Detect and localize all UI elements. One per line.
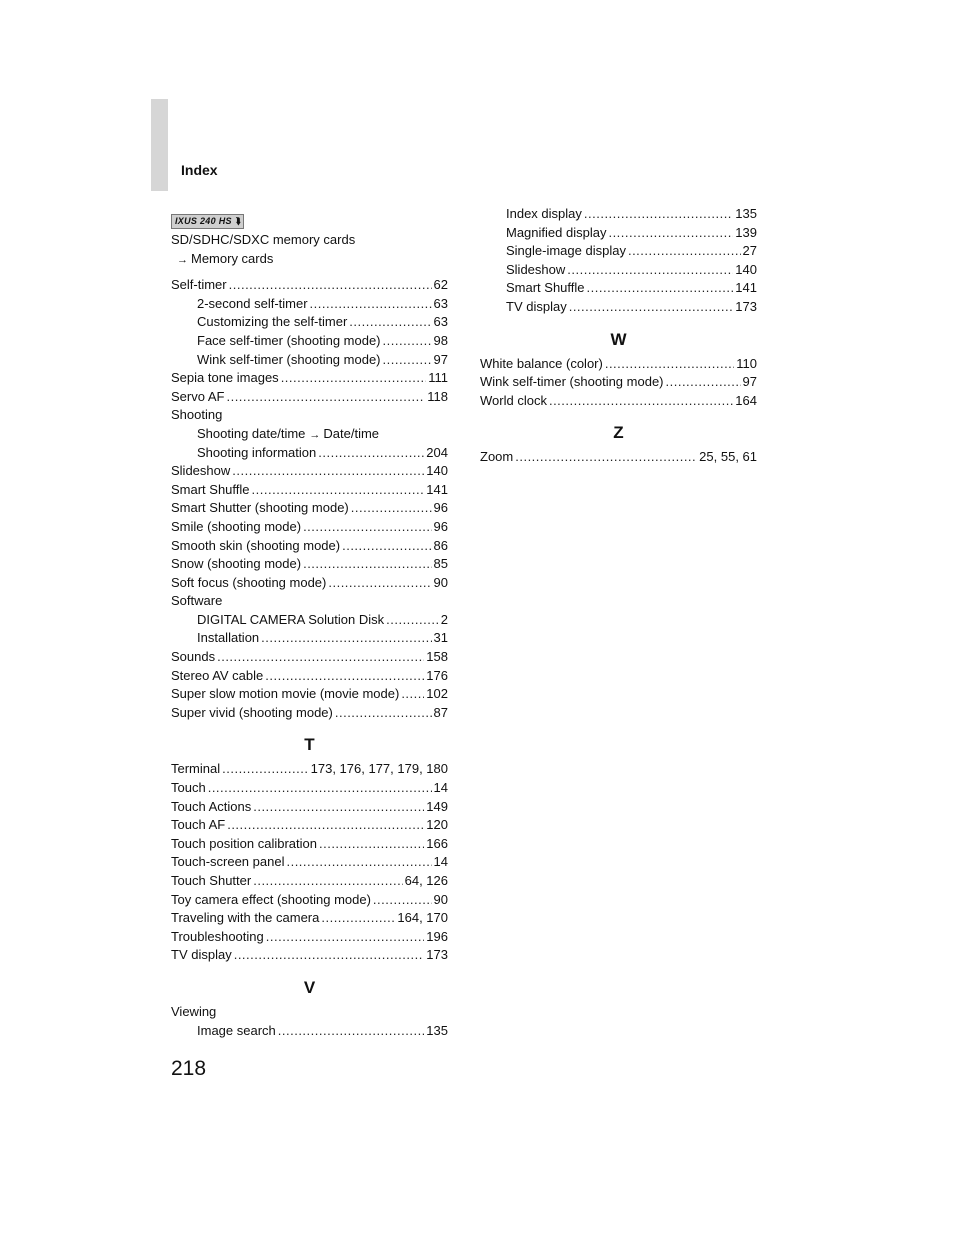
index-entry-pages: 164, 170 bbox=[397, 910, 448, 926]
index-entry-pages: 62 bbox=[433, 277, 448, 293]
index-entry-term: Soft focus (shooting mode) bbox=[171, 574, 327, 590]
dot-leader bbox=[567, 261, 733, 280]
index-entry-term: Customizing the self-timer bbox=[197, 314, 348, 330]
index-entry-pages: 85 bbox=[433, 556, 448, 572]
dot-leader bbox=[549, 392, 733, 411]
index-entry bbox=[171, 295, 448, 314]
index-entry-term: Slideshow bbox=[171, 463, 231, 479]
index-entry-term: White balance (color) bbox=[480, 355, 603, 371]
dot-leader bbox=[252, 481, 425, 500]
see-reference-target: Date/time bbox=[323, 425, 380, 441]
dot-leader bbox=[227, 816, 424, 835]
dot-leader bbox=[253, 872, 402, 891]
dot-leader bbox=[515, 448, 697, 467]
index-entry-term: Face self-timer (shooting mode) bbox=[197, 332, 381, 348]
index-entry-pages: 173, 176, 177, 179, 180 bbox=[310, 761, 448, 777]
index-entry-pages: 120 bbox=[426, 817, 448, 833]
index-entry-pages: 140 bbox=[426, 463, 448, 479]
index-entry-term: Touch Actions bbox=[171, 798, 252, 814]
see-reference bbox=[171, 250, 448, 269]
index-entry-pages: 25, 55, 61 bbox=[699, 449, 757, 465]
index-entry-term: Super vivid (shooting mode) bbox=[171, 704, 333, 720]
index-entry-pages: 135 bbox=[426, 1022, 448, 1038]
dot-leader bbox=[281, 369, 427, 388]
spacer bbox=[171, 268, 448, 276]
dot-leader bbox=[303, 518, 431, 537]
dot-leader bbox=[342, 537, 431, 556]
index-entry bbox=[171, 760, 448, 779]
index-entry-term: Single-image display bbox=[506, 243, 626, 259]
dot-leader bbox=[401, 685, 424, 704]
see-reference-target: Memory cards bbox=[191, 250, 274, 266]
index-entry-term: Terminal bbox=[171, 761, 221, 777]
index-entry-pages: 111 bbox=[428, 370, 448, 386]
index-entry bbox=[171, 388, 448, 407]
index-letter-heading: Z bbox=[613, 423, 624, 443]
index-entry-pages: 196 bbox=[426, 928, 448, 944]
index-entry bbox=[171, 667, 448, 686]
index-entry-term: Wink self-timer (shooting mode) bbox=[197, 351, 381, 367]
index-entry-pages: 27 bbox=[742, 243, 757, 259]
index-entry-term: Sepia tone images bbox=[171, 370, 279, 386]
see-reference-term: Shooting date/time bbox=[197, 425, 306, 441]
dot-leader bbox=[318, 444, 424, 463]
index-entry bbox=[171, 351, 448, 370]
index-entry-pages: 139 bbox=[735, 224, 757, 240]
index-entry bbox=[171, 481, 448, 500]
index-entry bbox=[171, 685, 448, 704]
index-entry bbox=[171, 332, 448, 351]
index-entry bbox=[171, 909, 448, 928]
index-entry-term: 2-second self-timer bbox=[197, 295, 308, 311]
index-entry-term: Slideshow bbox=[506, 261, 566, 277]
dot-leader bbox=[335, 704, 432, 723]
dot-leader bbox=[234, 946, 425, 965]
index-entry bbox=[171, 872, 448, 891]
model-badge-label: IXUS 240 HS bbox=[175, 216, 232, 226]
index-entry bbox=[171, 313, 448, 332]
index-entry-pages: 173 bbox=[735, 298, 757, 314]
index-entry-term: Magnified display bbox=[506, 224, 607, 240]
index-letter-heading: V bbox=[303, 977, 316, 997]
index-entry-term: TV display bbox=[171, 947, 232, 963]
index-entry bbox=[171, 276, 448, 295]
dot-leader bbox=[278, 1022, 425, 1041]
index-entry-term: Self-timer bbox=[171, 277, 227, 293]
index-entry-term: Wink self-timer (shooting mode) bbox=[480, 374, 664, 390]
dot-leader bbox=[608, 224, 733, 243]
index-heading-term: Viewing bbox=[171, 1003, 217, 1019]
index-entry-pages: 96 bbox=[433, 518, 448, 534]
index-entry-term: Snow (shooting mode) bbox=[171, 556, 302, 572]
index-entry bbox=[171, 629, 448, 648]
index-entry-pages: 164 bbox=[735, 392, 757, 408]
index-entry bbox=[171, 779, 448, 798]
index-entry-term: Image search bbox=[197, 1022, 276, 1038]
dot-leader bbox=[349, 313, 431, 332]
index-entry-term: Smart Shutter (shooting mode) bbox=[171, 500, 349, 516]
index-entry bbox=[171, 444, 448, 463]
index-entry-term: Stereo AV cable bbox=[171, 667, 264, 683]
index-column-left bbox=[171, 212, 448, 1040]
index-entry-term: Touch position calibration bbox=[171, 835, 317, 851]
index-heading-term: Shooting bbox=[171, 407, 223, 423]
index-entry bbox=[480, 298, 757, 317]
dot-leader bbox=[605, 355, 734, 374]
index-entry-term: Super slow motion movie (movie mode) bbox=[171, 686, 400, 702]
dot-leader bbox=[628, 242, 741, 261]
model-badge-hook-icon: ⮯ bbox=[234, 216, 241, 226]
index-entry-pages: 14 bbox=[433, 780, 448, 796]
index-entry bbox=[171, 946, 448, 965]
index-entry bbox=[480, 261, 757, 280]
index-entry bbox=[171, 928, 448, 947]
index-heading-term: SD/SDHC/SDXC memory cards bbox=[171, 232, 356, 247]
index-heading-term: Software bbox=[171, 593, 223, 609]
index-entry bbox=[171, 1022, 448, 1041]
index-entry bbox=[480, 355, 757, 374]
index-entry-term: Toy camera effect (shooting mode) bbox=[171, 891, 371, 907]
index-entry-pages: 97 bbox=[433, 351, 448, 367]
dot-leader bbox=[265, 667, 424, 686]
index-entry-pages: 31 bbox=[433, 630, 448, 646]
index-entry-pages: 173 bbox=[426, 947, 448, 963]
index-entry-term: Smart Shuffle bbox=[506, 280, 585, 296]
dot-leader bbox=[261, 629, 431, 648]
model-badge bbox=[171, 212, 448, 231]
dot-leader bbox=[383, 351, 432, 370]
index-entry-term: World clock bbox=[480, 392, 547, 408]
index-entry-term: Traveling with the camera bbox=[171, 910, 320, 926]
dot-leader bbox=[383, 332, 432, 351]
index-entry-term: Touch AF bbox=[171, 817, 226, 833]
index-entry-pages: 176 bbox=[426, 667, 448, 683]
dot-leader bbox=[321, 909, 395, 928]
index-entry-term: Smile (shooting mode) bbox=[171, 518, 302, 534]
index-entry-pages: 63 bbox=[433, 295, 448, 311]
dot-leader bbox=[386, 611, 439, 630]
dot-leader bbox=[229, 276, 432, 295]
index-entry-term: Troubleshooting bbox=[171, 928, 264, 944]
index-entry-pages: 64, 126 bbox=[404, 873, 448, 888]
section-tab-marker bbox=[151, 99, 168, 191]
index-entry-pages: 2 bbox=[440, 611, 448, 627]
index-entry-term: Shooting information bbox=[197, 444, 317, 460]
index-entry-term: TV display bbox=[506, 298, 567, 314]
index-entry-pages: 14 bbox=[433, 854, 448, 870]
dot-leader bbox=[303, 555, 431, 574]
dot-leader bbox=[266, 928, 425, 947]
index-entry-term: Smooth skin (shooting mode) bbox=[171, 537, 341, 553]
page-number: 218 bbox=[171, 1057, 207, 1080]
index-entry-term: Sounds bbox=[171, 649, 216, 665]
index-column-right bbox=[480, 205, 757, 467]
index-entry bbox=[171, 369, 448, 388]
dot-leader bbox=[569, 298, 734, 317]
index-entry-pages: 90 bbox=[433, 574, 448, 590]
index-entry bbox=[171, 611, 448, 630]
dot-leader bbox=[666, 373, 741, 392]
index-entry bbox=[171, 816, 448, 835]
index-letter-heading: W bbox=[610, 329, 627, 349]
dot-leader bbox=[584, 205, 733, 224]
dot-leader bbox=[286, 853, 431, 872]
dot-leader bbox=[226, 388, 425, 407]
index-entry-pages: 102 bbox=[426, 686, 448, 702]
index-entry bbox=[480, 279, 757, 298]
dot-leader bbox=[232, 462, 424, 481]
index-entry bbox=[480, 242, 757, 261]
index-entry-term: DIGITAL CAMERA Solution Disk bbox=[197, 611, 385, 627]
see-reference bbox=[171, 425, 448, 444]
index-entry-pages: 140 bbox=[735, 261, 757, 277]
index-entry-term: Installation bbox=[197, 630, 260, 646]
dot-leader bbox=[217, 648, 424, 667]
index-entry bbox=[480, 205, 757, 224]
index-entry-term: Smart Shuffle bbox=[171, 481, 250, 497]
index-entry bbox=[171, 518, 448, 537]
index-entry-pages: 98 bbox=[433, 332, 448, 348]
index-entry bbox=[171, 499, 448, 518]
dot-leader bbox=[208, 779, 432, 798]
index-entry-pages: 166 bbox=[426, 835, 448, 851]
dot-leader bbox=[253, 798, 424, 817]
dot-leader bbox=[351, 499, 432, 518]
index-entry bbox=[480, 392, 757, 411]
index-entry-term: Touch bbox=[171, 780, 206, 796]
index-entry bbox=[171, 462, 448, 481]
index-entry-pages: 87 bbox=[433, 704, 448, 720]
index-entry-term: Servo AF bbox=[171, 388, 225, 404]
index-entry-pages: 204 bbox=[426, 444, 448, 460]
index-entry-pages: 86 bbox=[433, 537, 448, 553]
dot-leader bbox=[222, 760, 309, 779]
index-entry bbox=[480, 448, 757, 467]
page-title: Index bbox=[181, 162, 218, 178]
index-entry-term: Touch-screen panel bbox=[171, 854, 285, 870]
index-entry-term: Touch Shutter bbox=[171, 873, 252, 888]
index-entry bbox=[171, 835, 448, 854]
index-entry bbox=[171, 704, 448, 723]
index-entry-pages: 97 bbox=[742, 374, 757, 390]
dot-leader bbox=[587, 279, 734, 298]
index-entry-term: Index display bbox=[506, 206, 582, 221]
index-entry bbox=[171, 537, 448, 556]
index-entry-pages: 63 bbox=[433, 314, 448, 330]
index-entry-pages: 135 bbox=[735, 206, 757, 221]
arrow-right-icon: → bbox=[309, 428, 321, 441]
index-entry bbox=[171, 574, 448, 593]
index-entry-pages: 141 bbox=[735, 280, 757, 296]
index-entry bbox=[171, 798, 448, 817]
index-entry-pages: 96 bbox=[433, 500, 448, 516]
dot-leader bbox=[328, 574, 431, 593]
index-entry bbox=[480, 373, 757, 392]
index-entry bbox=[171, 555, 448, 574]
index-entry-pages: 110 bbox=[736, 355, 757, 371]
index-entry-pages: 141 bbox=[426, 481, 448, 497]
index-letter-heading: T bbox=[304, 735, 315, 755]
dot-leader bbox=[373, 891, 432, 910]
dot-leader bbox=[319, 835, 424, 854]
index-entry-term: Zoom bbox=[480, 449, 514, 465]
arrow-right-icon: → bbox=[177, 253, 188, 266]
index-entry bbox=[480, 224, 757, 243]
index-entry-pages: 149 bbox=[426, 798, 448, 814]
index-entry bbox=[171, 891, 448, 910]
index-entry-pages: 158 bbox=[426, 649, 448, 665]
index-entry-pages: 90 bbox=[433, 891, 448, 907]
dot-leader bbox=[310, 295, 432, 314]
index-entry bbox=[171, 648, 448, 667]
index-entry-pages: 118 bbox=[427, 388, 448, 404]
index-entry bbox=[171, 853, 448, 872]
